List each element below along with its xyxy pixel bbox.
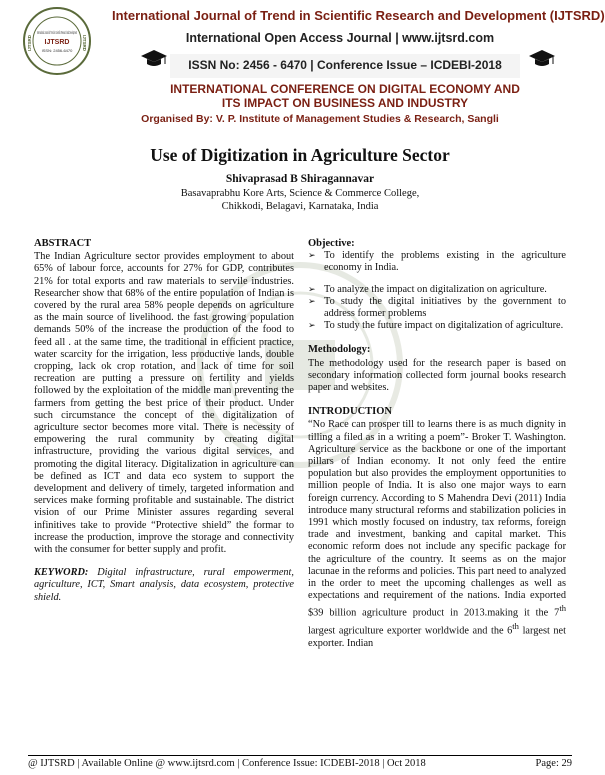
- ordinal-suffix: th: [512, 621, 519, 632]
- logo-text-top: International Journal of Trend in Scientific Research and Development: [37, 30, 78, 35]
- introduction-heading: INTRODUCTION: [308, 406, 393, 418]
- methodology-text: The methodology used for the research paper is based on secondary information collected form journal books research paper and websites.: [308, 357, 566, 394]
- intro-text-part-3: largest net exporter. Indian: [308, 625, 566, 649]
- issn-line: ISSN No: 2456 - 6470 | Conference Issue – ICDEBI-2018: [188, 58, 502, 72]
- affiliation-line-1: Basavaprabhu Kore Arts, Science & Commerce College,: [180, 188, 420, 199]
- page-footer: [28, 758, 572, 769]
- ordinal-suffix: th: [559, 603, 566, 614]
- intro-text-part-1: “No Race can prosper till to learns there is as much dignity in tilling a filed as in a writing a poem”- Broker T. Washington. Agriculture service as the backbone or one of the important pillars of Indian economy. It not only feed the entire population but also provides the employment opportunities to million people of India. It is also one major ways to earn foreign currency. According to S Mahendra Devi (2011) India introduce many structural reforms and stabilization policies in 1991 which mostly focused on industry, tax reforms, foreign trade and investment, banking and capital market. This economic reform does not include any specific package for the agriculture of the country. It seems as on the major lacunae in the reforms and policies. This part need to analyzed in the order to meet the upcoming challenges as well as expectations and requirement of the nations. India exported $39 billion agriculture product in 2013.making it the 7: [308, 419, 566, 619]
- footer-divider: [28, 755, 572, 756]
- organiser-line: Organised By: V. P. Institute of Management Studies & Research, Sangli: [141, 113, 499, 125]
- conference-title-line1: INTERNATIONAL CONFERENCE ON DIGITAL ECONOMY AND: [170, 82, 520, 96]
- journal-header: [0, 0, 605, 128]
- keywords: [34, 567, 294, 604]
- list-item: [308, 284, 566, 296]
- logo-abbr: IJTSRD: [44, 39, 70, 46]
- left-column: [34, 238, 294, 604]
- objective-item-3: To study the digital initiatives by the government to address former problems: [324, 295, 566, 320]
- paper-affiliation: [0, 187, 600, 213]
- objective-heading: Objective:: [308, 238, 355, 249]
- list-item: [308, 320, 566, 332]
- keywords-label: KEYWORD:: [34, 567, 89, 579]
- affiliation-line-2: Chikkodi, Belagavi, Karnataka, India: [221, 201, 379, 212]
- list-item: [308, 250, 566, 274]
- logo-side-left: IJTSRD: [27, 34, 32, 52]
- page-number: Page: 29: [535, 758, 572, 769]
- abstract-text: The Indian Agriculture sector provides employment to about 65% of labour force, accounts for 27% for GDP, contributes 21% for total exports and raw materials to servile industries. Researcher show that 68% of the entire population of Indian is covered by the rural area 58% people depends on agriculture as the main source of livelihood. the fast growing population demands 50% of the increase the production of the food to feed all . at the same time, the traditional in efficient practice, water scarcity for the irrigation, less productive lands, double cropping, lack ok crop rotation, and lack of time for soil recreation are putting a pressure on fertility and yields followed by the exploitation of the middle man preventing the farmers from getting the best price of their product. Under such circumstance the concept of the digitalization of agriculture sector becomes more vital. There is necessity of empowering the rural community by creating digital infrastructure, providing the various digital services, and promoting the digital literacy. Digitalization in agriculture can be defined as ICT and data eco system to support the development and delivery of timely, targeted information and services make forming profitable and sustainable. The district vision of our Prime Minister assures regarding several infinitives take to provide “Protective shield” the formar to increase the production, improve the storage and connectivity with the consumer for better supply and profit.: [34, 251, 294, 556]
- introduction-text: [308, 419, 566, 650]
- graduation-cap-icon: [528, 48, 556, 68]
- paper-author: Shivaprasad B Shiragannavar: [225, 173, 375, 185]
- journal-logo: [22, 6, 92, 76]
- conference-title-line2: ITS IMPACT ON BUSINESS AND INDUSTRY: [221, 96, 469, 110]
- objective-item-2: To analyze the impact on digitalization on agriculture.: [324, 283, 547, 295]
- abstract-heading: ABSTRACT: [34, 238, 92, 249]
- keywords-text: Digital infrastructure, rural empowerment, agriculture, ICT, Smart analysis, data ecosystem, protective shield.: [34, 567, 294, 603]
- right-column: [308, 238, 566, 650]
- intro-text-part-2: largest agriculture exporter worldwide and the 6: [308, 625, 513, 637]
- methodology-heading: Methodology:: [308, 344, 371, 356]
- arrow-bullet-icon: ➢: [308, 251, 316, 262]
- journal-name: International Journal of Trend in Scientific Research and Development (IJTSRD): [112, 8, 605, 23]
- paper-title: Use of Digitization in Agriculture Sector: [150, 145, 450, 165]
- open-access-line: International Open Access Journal | www.ijtsrd.com: [185, 31, 495, 45]
- objective-item-4: To study the future impact on digitalization of agriculture.: [324, 320, 564, 332]
- arrow-bullet-icon: ➢: [308, 296, 316, 307]
- objective-list: [308, 250, 566, 332]
- arrow-bullet-icon: ➢: [308, 321, 316, 332]
- logo-side-right: IJTSRD: [82, 34, 87, 52]
- footer-text: @ IJTSRD | Available Online @ www.ijtsrd.com | Conference Issue: ICDEBI-2018 | Oct 2018: [28, 758, 426, 769]
- logo-issn: ISSN: 2456-6470: [41, 48, 73, 53]
- objective-item-1: To identify the problems existing in the agriculture economy in India.: [324, 250, 566, 274]
- arrow-bullet-icon: ➢: [308, 284, 316, 295]
- list-item: [308, 296, 566, 320]
